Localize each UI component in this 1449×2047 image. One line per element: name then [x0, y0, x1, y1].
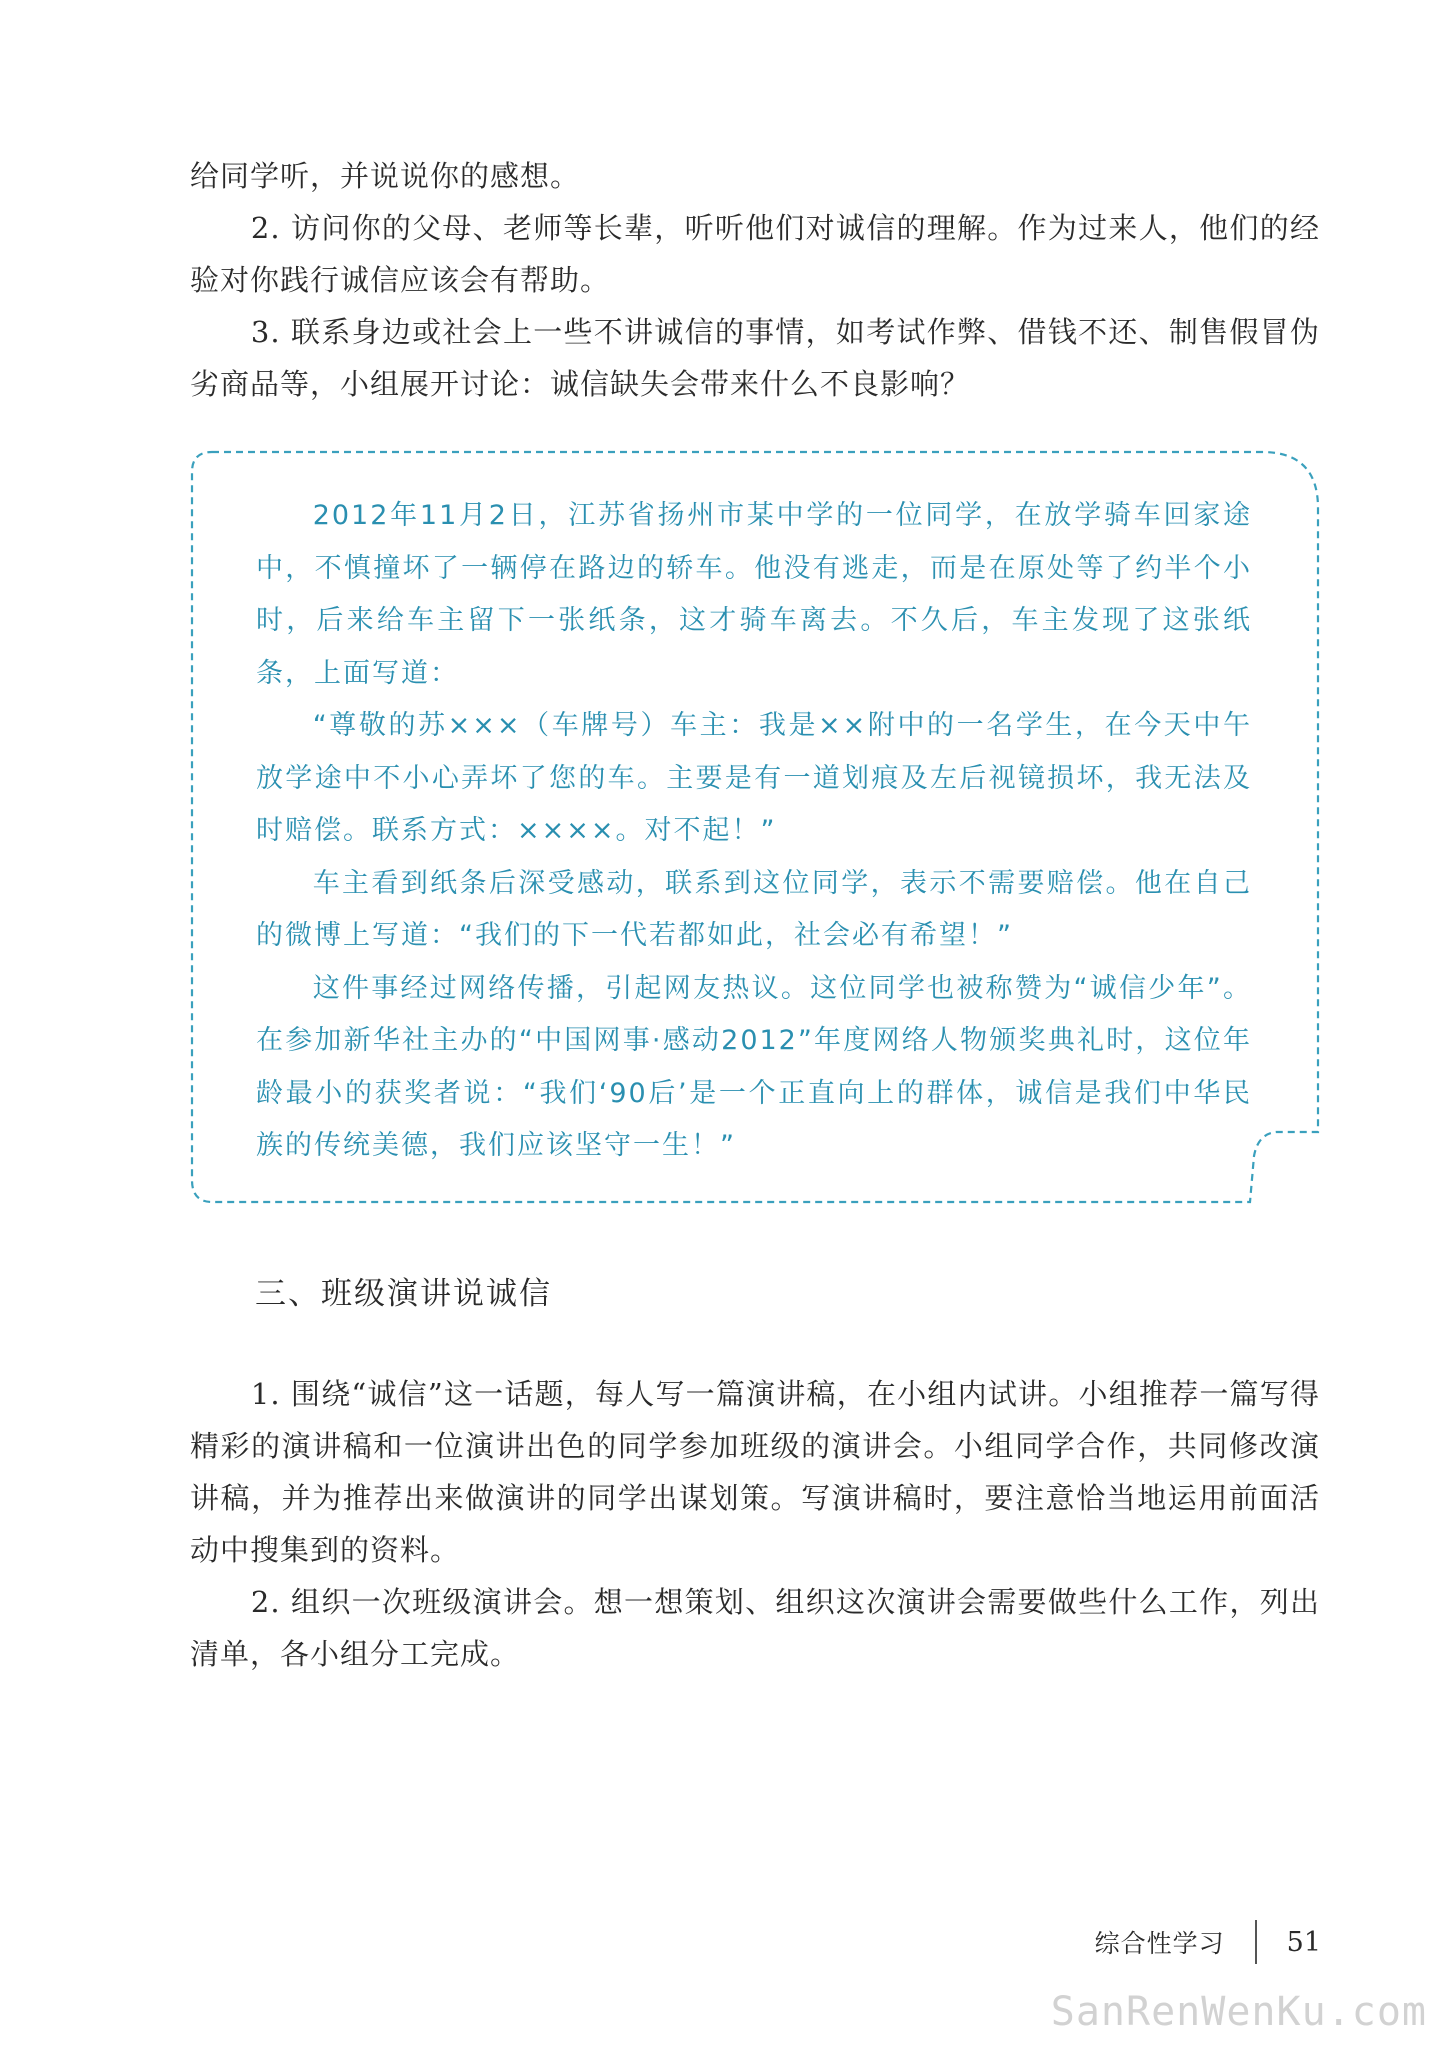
intro-paragraph-3: 3. 联系身边或社会上一些不讲诚信的事情，如考试作弊、借钱不还、制售假冒伪劣商品等，小组展开讨论：诚信缺失会带来什么不良影响？: [190, 315, 1320, 401]
story-paragraph-note: “尊敬的苏×××（车牌号）车主：我是××附中的一名学生，在今天中午放学途中不小心弄坏了您的车。主要是有一道划痕及左后视镜损坏，我无法及时赔偿。联系方式：××××。对不起！”: [256, 710, 1252, 846]
section-paragraph-2: 2. 组织一次班级演讲会。想一想策划、组织这次演讲会需要做些什么工作，列出清单，各小组分工完成。: [190, 1585, 1320, 1671]
intro-paragraph-continued: 给同学听，并说说你的感想。: [190, 159, 581, 193]
page-number: 51: [1286, 1926, 1321, 1958]
story-paragraph-3: 车主看到纸条后深受感动，联系到这位同学，表示不需要赔偿。他在自己的微博上写道：“我们的下一代若都如此，社会必有希望！”: [256, 867, 1252, 951]
page-footer: [1095, 1920, 1321, 1964]
footer-section-name: 综合性学习: [1094, 1929, 1225, 1958]
intro-text-block: [190, 150, 1320, 410]
section-text-block: [190, 1368, 1320, 1680]
watermark: SanRenWenKu.com: [1050, 1989, 1427, 2035]
story-paragraph-4: 这件事经过网络传播，引起网友热议。这位同学也被称赞为“诚信少年”。在参加新华社主办的“中国网事·感动2012”年度网络人物颁奖典礼时，这位年龄最小的获奖者说：“我们‘90后’是一个正直向上的群体，诚信是我们中华民族的传统美德，我们应该坚守一生！”: [256, 972, 1252, 1161]
story-paragraph-1: 2012年11月2日，江苏省扬州市某中学的一位同学，在放学骑车回家途中，不慎撞坏了一辆停在路边的轿车。他没有逃走，而是在原处等了约半个小时，后来给车主留下一张纸条，这才骑车离去。不久后，车主发现了这张纸条，上面写道：: [256, 500, 1252, 689]
section-heading: 三、班级演讲说诚信: [255, 1276, 552, 1312]
footer-divider: [1255, 1920, 1257, 1964]
section-paragraph-1: 1. 围绕“诚信”这一话题，每人写一篇演讲稿，在小组内试讲。小组推荐一篇写得精彩的演讲稿和一位演讲出色的同学参加班级的演讲会。小组同学合作，共同修改演讲稿，并为推荐出来做演讲的同学出谋划策。写演讲稿时，要注意恰当地运用前面活动中搜集到的资料。: [190, 1377, 1320, 1567]
story-text: [256, 490, 1252, 1173]
intro-paragraph-2: 2. 访问你的父母、老师等长辈，听听他们对诚信的理解。作为过来人，他们的经验对你践行诚信应该会有帮助。: [190, 211, 1320, 297]
story-box: [190, 450, 1320, 1205]
